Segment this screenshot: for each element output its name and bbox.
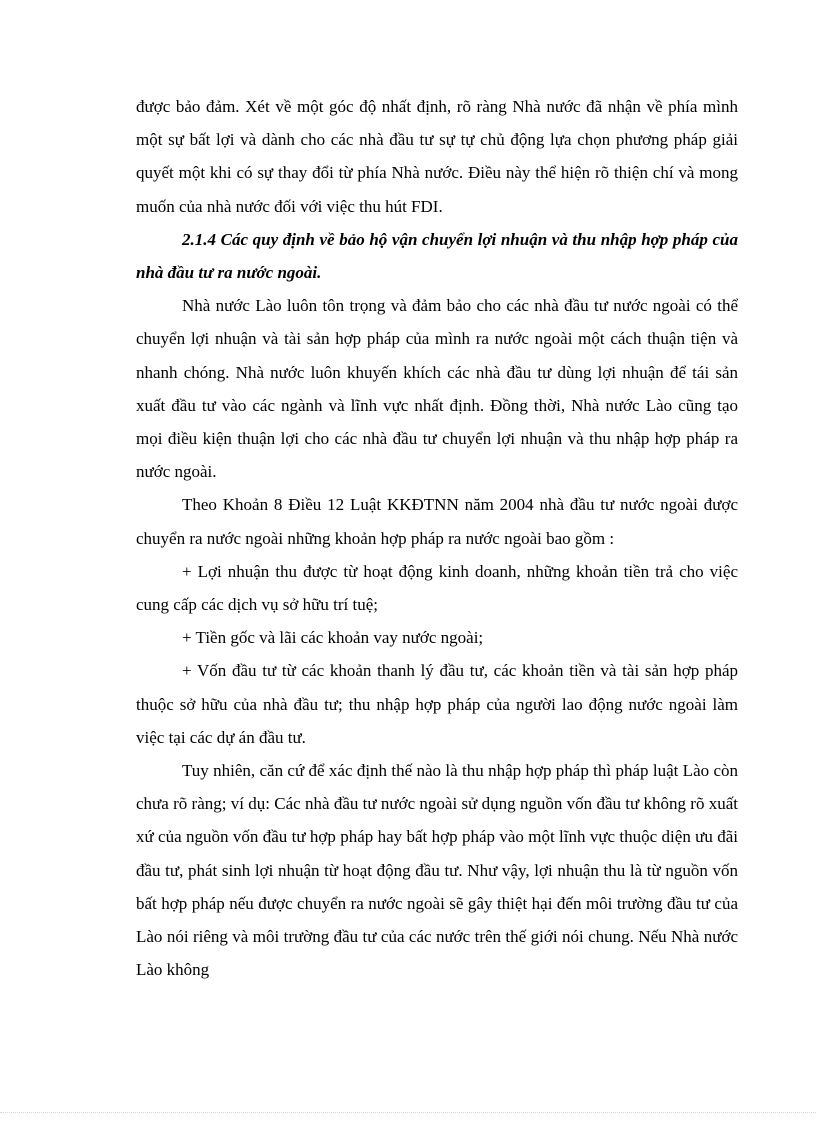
paragraph-legal-income: Tuy nhiên, căn cứ để xác định thế nào là thu nhập hợp pháp thì pháp luật Lào còn chưa rõ ràng; ví dụ: Các nhà đầu tư nước ngoài sử dụng nguồn vốn đầu tư không rõ xuất xứ của nguồn vốn đầu tư hợp pháp hay bất hợp pháp vào một lĩnh vực thuộc diện ưu đãi đầu tư, phát sinh lợi nhuận từ hoạt động đầu tư. Như vậy, lợi nhuận thu là từ nguồn vốn bất hợp pháp nếu được chuyển ra nước ngoài sẽ gây thiệt hại đến môi trường đầu tư của Lào nói riêng và môi trường đầu tư của các nước trên thế giới nói chung. Nếu Nhà nước Lào không <box>136 761 738 980</box>
paragraph-continuation: được bảo đảm. Xét về một góc độ nhất định, rõ ràng Nhà nước đã nhận về phía mình một sự bất lợi và dành cho các nhà đầu tư sự tự chủ động lựa chọn phương pháp giải quyết một khi có sự thay đổi từ phía Nhà nước. Điều này thể hiện rõ thiện chí và mong muốn của nhà nước đối với việc thu hút FDI. <box>136 97 738 216</box>
page-bottom-divider <box>0 1112 816 1113</box>
list-item-capital: + Vốn đầu tư từ các khoản thanh lý đầu tư, các khoản tiền và tài sản hợp pháp thuộc sở hữu của nhà đầu tư; thu nhập hợp pháp của người lao động nước ngoài làm việc tại các dự án đầu tư. <box>136 661 738 747</box>
list-item-profits: + Lợi nhuận thu được từ hoạt động kinh doanh, những khoản tiền trả cho việc cung cấp các dịch vụ sở hữu trí tuệ; <box>136 561 738 615</box>
section-heading-2-1-4: 2.1.4 Các quy định về bảo hộ vận chuyển lợi nhuận và thu nhập hợp pháp của nhà đầu tư ra nước ngoài. <box>136 229 738 283</box>
paragraph-profit-transfer: Nhà nước Lào luôn tôn trọng và đảm bảo cho các nhà đầu tư nước ngoài có thể chuyển lợi nhuận và tài sản hợp pháp của mình ra nước ngoài một cách thuận tiện và nhanh chóng. Nhà nước luôn khuyến khích các nhà đầu tư dùng lợi nhuận để tái sản xuất đầu tư vào các ngành và lĩnh vực nhất định. Đồng thời, Nhà nước Lào cũng tạo mọi điều kiện thuận lợi cho các nhà đầu tư chuyển lợi nhuận và thu nhập hợp pháp ra nước ngoài. <box>136 296 738 482</box>
list-item-loans: + Tiền gốc và lãi các khoản vay nước ngoài; <box>182 628 484 648</box>
paragraph-law-clause: Theo Khoản 8 Điều 12 Luật KKĐTNN năm 2004 nhà đầu tư nước ngoài được chuyển ra nước ngoài những khoản hợp pháp ra nước ngoài bao gồm : <box>136 495 738 548</box>
